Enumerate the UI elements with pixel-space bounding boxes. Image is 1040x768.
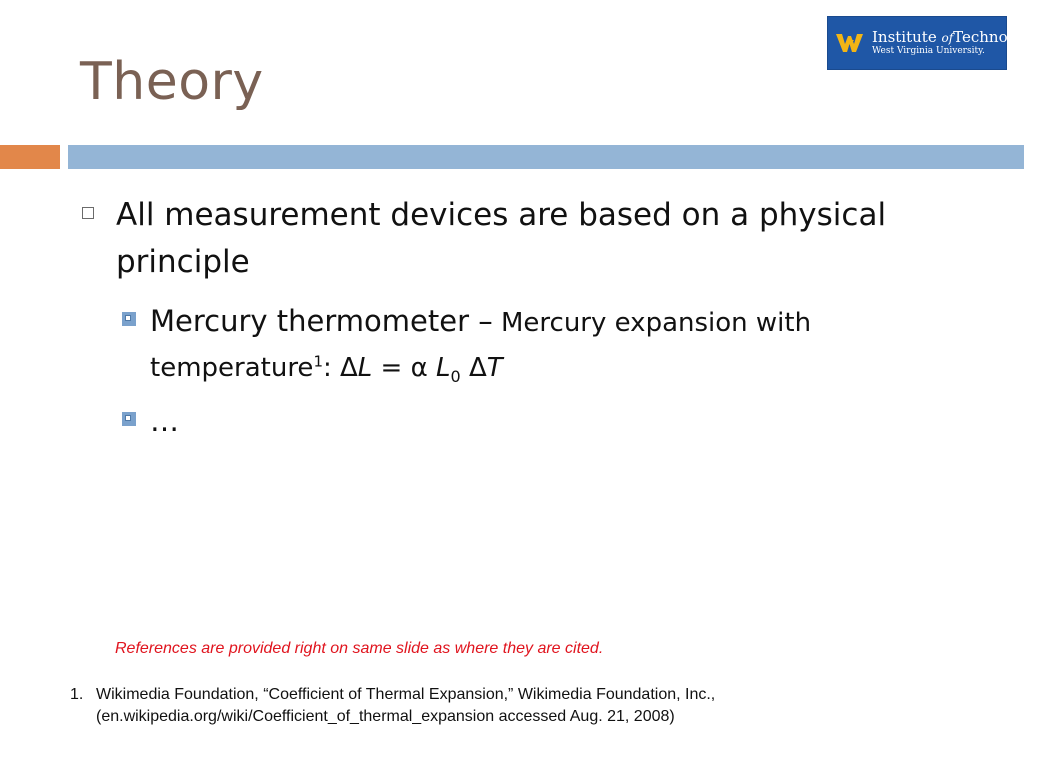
sub-bullet-content (150, 300, 922, 392)
square-bullet-icon (122, 312, 136, 326)
footnote-reference (70, 684, 970, 728)
institution-logo (827, 16, 1040, 70)
footnote-number: 1. (70, 686, 84, 703)
sub-bullet-rest: Mercury expansion with (492, 308, 812, 338)
hollow-square-bullet-icon (82, 207, 94, 219)
square-bullet-icon (122, 412, 136, 426)
citation-superscript: 1 (313, 352, 323, 371)
logo-text (872, 30, 1040, 56)
sub-bullet-ellipsis (122, 400, 922, 447)
sub-bullet-lead: Mercury thermometer – (150, 304, 493, 338)
footnote-line2: (en.wikipedia.org/wiki/Coefficient_of_thermal_expansion accessed Aug. 21, 2008) (96, 708, 675, 725)
slide-title: Theory (80, 52, 264, 112)
main-bullet-text-line1: All measurement devices are based on a physical (116, 197, 887, 233)
reference-note: References are provided right on same slide as where they are cited. (115, 640, 604, 657)
wv-logo-icon (836, 32, 866, 54)
accent-bar-blue (68, 145, 1024, 169)
accent-bar-orange (0, 145, 60, 169)
footnote-line1: Wikimedia Foundation, “Coefficient of Thermal Expansion,” Wikimedia Foundation, Inc., (96, 686, 716, 703)
logo-line2: West Virginia University. (872, 46, 985, 56)
sub-bullet-ellipsis-text: … (150, 404, 179, 438)
logo-line1: Institute ofTechnology (872, 28, 1040, 46)
main-bullet (82, 192, 962, 286)
sub-bullet-mercury (122, 300, 922, 392)
main-bullet-text-line2: principle (116, 244, 250, 280)
sub-bullet-line2: temperature$^1$: ΔL = α $L_0$ ΔT (150, 352, 503, 387)
